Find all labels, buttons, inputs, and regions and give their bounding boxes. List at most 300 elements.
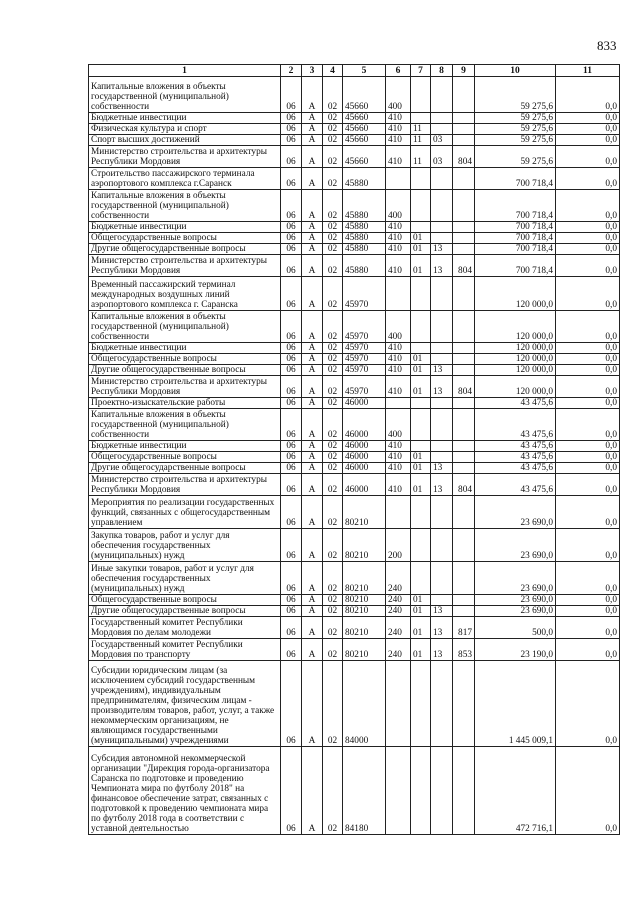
column-header-5: 5 — [343, 65, 386, 77]
cell-col-5: 45880 — [343, 255, 386, 277]
cell-col-4: 02 — [323, 168, 343, 190]
cell-col-10: 700 718,4 — [475, 168, 556, 190]
cell-col-2: 06 — [281, 474, 302, 496]
cell-col-9 — [453, 135, 475, 146]
cell-col-5: 45970 — [343, 277, 386, 311]
cell-col-4: 02 — [323, 222, 343, 233]
row-name-cell: Общегосударственные вопросы — [89, 354, 281, 365]
row-name-cell: Иные закупки товаров, работ и услуг для обеспечения государственных (муниципальных) нужд — [89, 562, 281, 595]
cell-col-10: 43 475,6 — [475, 409, 556, 441]
cell-col-2: 06 — [281, 595, 302, 606]
cell-col-6: 410 — [386, 463, 411, 474]
cell-col-4: 02 — [323, 135, 343, 146]
cell-col-8 — [431, 496, 453, 529]
cell-col-5: 84000 — [343, 661, 386, 747]
cell-col-2: 06 — [281, 463, 302, 474]
cell-col-9 — [453, 562, 475, 595]
cell-col-9 — [453, 463, 475, 474]
cell-col-11: 0,0 — [556, 661, 620, 747]
table-row — [89, 595, 620, 606]
column-header-4: 4 — [323, 65, 343, 77]
table-row — [89, 124, 620, 135]
cell-col-5: 46000 — [343, 463, 386, 474]
cell-col-4: 02 — [323, 452, 343, 463]
cell-col-5: 45970 — [343, 311, 386, 343]
row-name-cell: Мероприятия по реализации государственных функций, связанных с общегосударственным управлением — [89, 496, 281, 529]
cell-col-2: 06 — [281, 441, 302, 452]
cell-col-3: А — [302, 124, 323, 135]
cell-col-2: 06 — [281, 365, 302, 376]
cell-col-8 — [431, 398, 453, 409]
cell-col-7: 01 — [411, 376, 431, 398]
cell-col-2: 06 — [281, 529, 302, 562]
cell-col-3: А — [302, 409, 323, 441]
cell-col-8 — [431, 233, 453, 244]
table-row — [89, 606, 620, 617]
cell-col-3: А — [302, 529, 323, 562]
cell-col-10: 700 718,4 — [475, 233, 556, 244]
cell-col-9 — [453, 606, 475, 617]
cell-col-11: 0,0 — [556, 354, 620, 365]
cell-col-8 — [431, 354, 453, 365]
table-row — [89, 617, 620, 639]
cell-col-3: А — [302, 441, 323, 452]
cell-col-8: 13 — [431, 474, 453, 496]
cell-col-2: 06 — [281, 452, 302, 463]
cell-col-4: 02 — [323, 365, 343, 376]
cell-col-2: 06 — [281, 606, 302, 617]
cell-col-8 — [431, 343, 453, 354]
cell-col-6: 410 — [386, 222, 411, 233]
table-row — [89, 398, 620, 409]
cell-col-2: 06 — [281, 146, 302, 168]
cell-col-8 — [431, 77, 453, 113]
table-row — [89, 222, 620, 233]
cell-col-10: 59 275,6 — [475, 124, 556, 135]
cell-col-7 — [411, 311, 431, 343]
cell-col-5: 45660 — [343, 77, 386, 113]
cell-col-7 — [411, 77, 431, 113]
cell-col-9: 853 — [453, 639, 475, 661]
column-header-7: 7 — [411, 65, 431, 77]
cell-col-10: 23 690,0 — [475, 562, 556, 595]
cell-col-9 — [453, 113, 475, 124]
page-number: 833 — [597, 38, 617, 53]
cell-col-5: 80210 — [343, 595, 386, 606]
cell-col-7: 01 — [411, 639, 431, 661]
cell-col-2: 06 — [281, 168, 302, 190]
cell-col-9 — [453, 343, 475, 354]
cell-col-9 — [453, 747, 475, 835]
cell-col-11: 0,0 — [556, 606, 620, 617]
cell-col-2: 06 — [281, 222, 302, 233]
cell-col-6: 410 — [386, 354, 411, 365]
cell-col-6: 400 — [386, 77, 411, 113]
cell-col-4: 02 — [323, 311, 343, 343]
cell-col-2: 06 — [281, 77, 302, 113]
row-name-cell: Закупка товаров, работ и услуг для обеспечения государственных (муниципальных) нужд — [89, 529, 281, 562]
cell-col-11: 0,0 — [556, 365, 620, 376]
cell-col-2: 06 — [281, 233, 302, 244]
cell-col-3: А — [302, 77, 323, 113]
cell-col-5: 46000 — [343, 441, 386, 452]
cell-col-9 — [453, 398, 475, 409]
table-row — [89, 661, 620, 747]
row-name-cell: Субсидия автономной некоммерческой организации "Дирекция города-организатора Саранска по подготовке и проведению Чемпионата мира по футболу 2018" на финансовое обеспечение затрат, связанных с подготовкой к проведению чемпионата мира по футболу 2018 года в соответствии с уставной деятельностью — [89, 747, 281, 835]
table-row — [89, 441, 620, 452]
row-name-cell: Общегосударственные вопросы — [89, 452, 281, 463]
cell-col-4: 02 — [323, 747, 343, 835]
cell-col-7 — [411, 190, 431, 222]
row-name-cell: Другие общегосударственные вопросы — [89, 463, 281, 474]
table-row — [89, 135, 620, 146]
cell-col-7 — [411, 398, 431, 409]
table-row — [89, 311, 620, 343]
row-name-cell: Общегосударственные вопросы — [89, 233, 281, 244]
table-row — [89, 474, 620, 496]
cell-col-2: 06 — [281, 661, 302, 747]
cell-col-11: 0,0 — [556, 113, 620, 124]
cell-col-4: 02 — [323, 77, 343, 113]
cell-col-10: 120 000,0 — [475, 354, 556, 365]
cell-col-11: 0,0 — [556, 529, 620, 562]
row-name-cell: Капитальные вложения в объекты государственной (муниципальной) собственности — [89, 311, 281, 343]
table-row — [89, 343, 620, 354]
cell-col-10: 120 000,0 — [475, 311, 556, 343]
cell-col-2: 06 — [281, 354, 302, 365]
cell-col-2: 06 — [281, 255, 302, 277]
cell-col-9 — [453, 452, 475, 463]
cell-col-3: А — [302, 747, 323, 835]
cell-col-3: А — [302, 496, 323, 529]
cell-col-10: 43 475,6 — [475, 452, 556, 463]
cell-col-8 — [431, 168, 453, 190]
column-header-6: 6 — [386, 65, 411, 77]
cell-col-8: 13 — [431, 463, 453, 474]
cell-col-4: 02 — [323, 529, 343, 562]
cell-col-5: 45660 — [343, 135, 386, 146]
row-name-cell: Министерство строительства и архитектуры Республики Мордовия — [89, 255, 281, 277]
cell-col-6: 200 — [386, 529, 411, 562]
cell-col-3: А — [302, 606, 323, 617]
cell-col-11: 0,0 — [556, 617, 620, 639]
cell-col-3: А — [302, 146, 323, 168]
column-header-3: 3 — [302, 65, 323, 77]
cell-col-3: А — [302, 365, 323, 376]
table-row — [89, 529, 620, 562]
cell-col-7: 01 — [411, 463, 431, 474]
cell-col-10: 43 475,6 — [475, 463, 556, 474]
cell-col-5: 45970 — [343, 376, 386, 398]
cell-col-7: 01 — [411, 354, 431, 365]
cell-col-10: 23 690,0 — [475, 529, 556, 562]
cell-col-5: 84180 — [343, 747, 386, 835]
cell-col-11: 0,0 — [556, 747, 620, 835]
cell-col-6: 240 — [386, 639, 411, 661]
cell-col-8: 13 — [431, 639, 453, 661]
cell-col-3: А — [302, 113, 323, 124]
cell-col-11: 0,0 — [556, 474, 620, 496]
cell-col-5: 45880 — [343, 233, 386, 244]
cell-col-10: 23 190,0 — [475, 639, 556, 661]
cell-col-2: 06 — [281, 562, 302, 595]
cell-col-2: 06 — [281, 747, 302, 835]
cell-col-4: 02 — [323, 233, 343, 244]
cell-col-2: 06 — [281, 639, 302, 661]
cell-col-7 — [411, 168, 431, 190]
cell-col-2: 06 — [281, 311, 302, 343]
cell-col-4: 02 — [323, 606, 343, 617]
cell-col-2: 06 — [281, 343, 302, 354]
cell-col-7 — [411, 562, 431, 595]
cell-col-6: 410 — [386, 255, 411, 277]
cell-col-9: 804 — [453, 474, 475, 496]
cell-col-8 — [431, 222, 453, 233]
cell-col-8 — [431, 441, 453, 452]
cell-col-9 — [453, 441, 475, 452]
cell-col-8: 13 — [431, 376, 453, 398]
cell-col-8 — [431, 595, 453, 606]
cell-col-6: 240 — [386, 617, 411, 639]
cell-col-6: 410 — [386, 474, 411, 496]
table-row — [89, 409, 620, 441]
row-name-cell: Спорт высших достижений — [89, 135, 281, 146]
cell-col-6: 400 — [386, 409, 411, 441]
cell-col-8 — [431, 562, 453, 595]
cell-col-4: 02 — [323, 244, 343, 255]
cell-col-4: 02 — [323, 398, 343, 409]
cell-col-3: А — [302, 452, 323, 463]
cell-col-6 — [386, 661, 411, 747]
cell-col-9 — [453, 244, 475, 255]
cell-col-11: 0,0 — [556, 190, 620, 222]
cell-col-8 — [431, 529, 453, 562]
cell-col-7 — [411, 441, 431, 452]
table-row — [89, 376, 620, 398]
cell-col-4: 02 — [323, 661, 343, 747]
cell-col-4: 02 — [323, 496, 343, 529]
cell-col-5: 45970 — [343, 343, 386, 354]
cell-col-7: 01 — [411, 244, 431, 255]
cell-col-7: 11 — [411, 146, 431, 168]
cell-col-11: 0,0 — [556, 168, 620, 190]
cell-col-6: 410 — [386, 441, 411, 452]
cell-col-11: 0,0 — [556, 233, 620, 244]
row-name-cell: Физическая культура и спорт — [89, 124, 281, 135]
cell-col-4: 02 — [323, 376, 343, 398]
cell-col-6 — [386, 398, 411, 409]
table-header-row — [89, 65, 620, 77]
cell-col-5: 45880 — [343, 244, 386, 255]
cell-col-11: 0,0 — [556, 277, 620, 311]
cell-col-9 — [453, 409, 475, 441]
cell-col-9 — [453, 311, 475, 343]
cell-col-2: 06 — [281, 617, 302, 639]
cell-col-2: 06 — [281, 409, 302, 441]
cell-col-7 — [411, 496, 431, 529]
cell-col-7 — [411, 661, 431, 747]
cell-col-11: 0,0 — [556, 311, 620, 343]
column-header-2: 2 — [281, 65, 302, 77]
cell-col-3: А — [302, 255, 323, 277]
cell-col-4: 02 — [323, 441, 343, 452]
cell-col-11: 0,0 — [556, 244, 620, 255]
cell-col-10: 700 718,4 — [475, 244, 556, 255]
cell-col-4: 02 — [323, 639, 343, 661]
cell-col-3: А — [302, 277, 323, 311]
table-row — [89, 255, 620, 277]
cell-col-3: А — [302, 190, 323, 222]
cell-col-5: 45660 — [343, 113, 386, 124]
cell-col-4: 02 — [323, 255, 343, 277]
cell-col-9 — [453, 124, 475, 135]
cell-col-8 — [431, 409, 453, 441]
cell-col-7: 01 — [411, 233, 431, 244]
cell-col-9: 804 — [453, 376, 475, 398]
cell-col-5: 80210 — [343, 496, 386, 529]
cell-col-8 — [431, 277, 453, 311]
cell-col-9 — [453, 365, 475, 376]
cell-col-2: 06 — [281, 124, 302, 135]
table-row — [89, 354, 620, 365]
table-row — [89, 463, 620, 474]
cell-col-8: 03 — [431, 146, 453, 168]
table-row — [89, 77, 620, 113]
cell-col-5: 46000 — [343, 409, 386, 441]
cell-col-7: 01 — [411, 365, 431, 376]
cell-col-5: 45880 — [343, 168, 386, 190]
cell-col-10: 23 690,0 — [475, 595, 556, 606]
cell-col-9 — [453, 222, 475, 233]
cell-col-3: А — [302, 244, 323, 255]
cell-col-10: 43 475,6 — [475, 441, 556, 452]
cell-col-8 — [431, 190, 453, 222]
cell-col-4: 02 — [323, 124, 343, 135]
cell-col-7 — [411, 222, 431, 233]
cell-col-8 — [431, 747, 453, 835]
cell-col-5: 80210 — [343, 617, 386, 639]
row-name-cell: Проектно-изыскательские работы — [89, 398, 281, 409]
cell-col-5: 45660 — [343, 124, 386, 135]
cell-col-7: 01 — [411, 255, 431, 277]
cell-col-10: 43 475,6 — [475, 474, 556, 496]
cell-col-7: 11 — [411, 124, 431, 135]
row-name-cell: Общегосударственные вопросы — [89, 595, 281, 606]
cell-col-10: 700 718,4 — [475, 222, 556, 233]
cell-col-6: 410 — [386, 343, 411, 354]
cell-col-3: А — [302, 343, 323, 354]
cell-col-6: 410 — [386, 452, 411, 463]
cell-col-11: 0,0 — [556, 562, 620, 595]
cell-col-7 — [411, 343, 431, 354]
cell-col-6: 410 — [386, 146, 411, 168]
cell-col-6: 240 — [386, 606, 411, 617]
cell-col-7 — [411, 529, 431, 562]
cell-col-6 — [386, 168, 411, 190]
cell-col-7: 01 — [411, 474, 431, 496]
cell-col-6: 410 — [386, 124, 411, 135]
cell-col-8: 13 — [431, 365, 453, 376]
cell-col-6 — [386, 277, 411, 311]
cell-col-7: 01 — [411, 606, 431, 617]
cell-col-4: 02 — [323, 113, 343, 124]
row-name-cell: Временный пассажирский терминал международных воздушных линий аэропортового комплекса г. Саранска — [89, 277, 281, 311]
cell-col-5: 46000 — [343, 474, 386, 496]
cell-col-11: 0,0 — [556, 441, 620, 452]
row-name-cell: Министерство строительства и архитектуры Республики Мордовия — [89, 146, 281, 168]
column-header-10: 10 — [475, 65, 556, 77]
row-name-cell: Бюджетные инвестиции — [89, 343, 281, 354]
cell-col-6: 240 — [386, 595, 411, 606]
row-name-cell: Государственный комитет Республики Мордовия по транспорту — [89, 639, 281, 661]
table-row — [89, 233, 620, 244]
cell-col-6 — [386, 747, 411, 835]
cell-col-11: 0,0 — [556, 409, 620, 441]
cell-col-4: 02 — [323, 277, 343, 311]
cell-col-3: А — [302, 474, 323, 496]
cell-col-7: 01 — [411, 617, 431, 639]
table-row — [89, 244, 620, 255]
row-name-cell: Другие общегосударственные вопросы — [89, 606, 281, 617]
cell-col-8 — [431, 124, 453, 135]
row-name-cell: Другие общегосударственные вопросы — [89, 365, 281, 376]
table-row — [89, 168, 620, 190]
cell-col-11: 0,0 — [556, 463, 620, 474]
cell-col-4: 02 — [323, 409, 343, 441]
cell-col-10: 43 475,6 — [475, 398, 556, 409]
row-name-cell: Другие общегосударственные вопросы — [89, 244, 281, 255]
cell-col-6: 410 — [386, 244, 411, 255]
cell-col-9 — [453, 190, 475, 222]
cell-col-9 — [453, 77, 475, 113]
table-row — [89, 747, 620, 835]
cell-col-11: 0,0 — [556, 496, 620, 529]
cell-col-11: 0,0 — [556, 146, 620, 168]
cell-col-5: 80210 — [343, 639, 386, 661]
column-header-9: 9 — [453, 65, 475, 77]
cell-col-5: 46000 — [343, 452, 386, 463]
cell-col-10: 120 000,0 — [475, 365, 556, 376]
cell-col-10: 59 275,6 — [475, 113, 556, 124]
cell-col-9 — [453, 277, 475, 311]
cell-col-2: 06 — [281, 135, 302, 146]
cell-col-11: 0,0 — [556, 77, 620, 113]
cell-col-10: 472 716,1 — [475, 747, 556, 835]
table-row — [89, 496, 620, 529]
row-name-cell: Министерство строительства и архитектуры Республики Мордовия — [89, 474, 281, 496]
cell-col-3: А — [302, 311, 323, 343]
cell-col-10: 700 718,4 — [475, 255, 556, 277]
cell-col-11: 0,0 — [556, 376, 620, 398]
table-row — [89, 146, 620, 168]
cell-col-10: 1 445 009,1 — [475, 661, 556, 747]
row-name-cell: Бюджетные инвестиции — [89, 113, 281, 124]
cell-col-9: 804 — [453, 146, 475, 168]
row-name-cell: Министерство строительства и архитектуры Республики Мордовия — [89, 376, 281, 398]
cell-col-8: 13 — [431, 255, 453, 277]
cell-col-5: 80210 — [343, 529, 386, 562]
cell-col-9 — [453, 233, 475, 244]
cell-col-9 — [453, 168, 475, 190]
cell-col-3: А — [302, 222, 323, 233]
cell-col-9: 817 — [453, 617, 475, 639]
cell-col-6: 410 — [386, 113, 411, 124]
cell-col-10: 120 000,0 — [475, 277, 556, 311]
cell-col-9 — [453, 595, 475, 606]
cell-col-10: 59 275,6 — [475, 135, 556, 146]
cell-col-3: А — [302, 595, 323, 606]
cell-col-6: 410 — [386, 376, 411, 398]
